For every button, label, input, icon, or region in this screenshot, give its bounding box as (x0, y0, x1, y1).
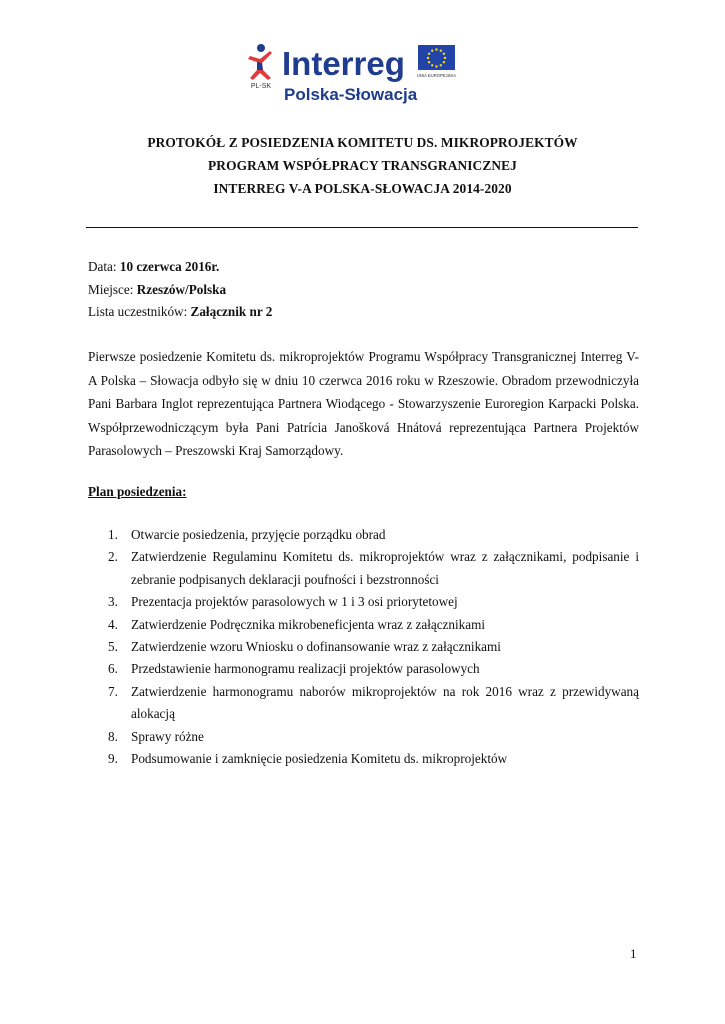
agenda-item (88, 726, 639, 748)
meta-date-label: Data: (88, 259, 120, 274)
person-figure-icon (248, 44, 272, 80)
logo-region-text: Polska-Słowacja (284, 85, 418, 104)
agenda-item-text: Podsumowanie i zamknięcie posiedzenia Komitetu ds. mikroprojektów (131, 751, 508, 767)
plan-heading: Plan posiedzenia: (88, 484, 187, 499)
document-title-line-2: PROGRAM WSPÓŁPRACY TRANSGRANICZNEJ (208, 158, 517, 173)
interreg-logo (244, 42, 460, 104)
agenda-item-text: Otwarcie posiedzenia, przyjęcie porządku obrad (131, 527, 386, 542)
eu-flag-label: UNIA EUROPEJSKA (416, 73, 457, 78)
agenda-item (88, 524, 639, 546)
meta-participants-value: Załącznik nr 2 (190, 304, 273, 319)
meta-date (88, 259, 219, 275)
meta-participants-label: Lista uczestników: (88, 304, 191, 319)
agenda-item-number: 6. (108, 661, 118, 677)
intro-paragraph: Pierwsze posiedzenie Komitetu ds. mikroprojektów Programu Współpracy Transgranicznej Interreg V-A Polska – Słowacja odbyło się w dniu 10 czerwca 2016 roku w Rzeszowie. Obradom przewodniczyła Pani Barbara Inglot reprezentująca Partnera Wiodącego - Stowarzyszenie Euroregion Karpacki Polska. Współprzewodniczącym była Pani Patrícia Janošková Hnátová reprezentująca Partnera Projektów Parasolowych – Preszowski Kraj Samorządowy. (88, 349, 639, 459)
agenda-item (88, 591, 639, 613)
eu-flag-icon (418, 45, 455, 70)
agenda-item (88, 614, 639, 636)
page-number: 1 (630, 946, 637, 961)
meta-date-value: 10 czerwca 2016r. (119, 259, 220, 274)
document-title-line-1: PROTOKÓŁ Z POSIEDZENIA KOMITETU DS. MIKROPROJEKTÓW (147, 135, 578, 150)
logo-brand-text: Interreg (282, 45, 405, 82)
agenda-item-number: 9. (108, 751, 118, 767)
agenda-item-text: Zatwierdzenie Regulaminu Komitetu ds. mikroprojektów wraz z załącznikami, podpisanie i zebranie podpisanych deklaracji poufności i bezstronności (131, 549, 639, 587)
agenda-list (88, 524, 639, 770)
agenda-item-number: 3. (108, 594, 118, 610)
agenda-item-number: 8. (108, 728, 118, 744)
document-title-line-3: INTERREG V-A POLSKA-SŁOWACJA 2014-2020 (213, 181, 512, 196)
agenda-item (88, 546, 639, 591)
agenda-item (88, 748, 639, 770)
logo-badge-text: PL-SK (250, 83, 272, 90)
agenda-item (88, 681, 639, 726)
agenda-item-number: 1. (108, 527, 118, 542)
agenda-item-text: Sprawy różne (131, 728, 204, 744)
agenda-item (88, 636, 639, 658)
agenda-item-text: Prezentacja projektów parasolowych w 1 i 3 osi priorytetowej (131, 594, 458, 610)
agenda-item-text: Zatwierdzenie harmonogramu naborów mikroprojektów na rok 2016 wraz z przewidywaną alokacją (131, 683, 639, 722)
agenda-item-number: 5. (108, 639, 118, 655)
agenda-item-text: Zatwierdzenie Podręcznika mikrobeneficjenta wraz z załącznikami (131, 616, 486, 632)
title-divider (86, 227, 638, 228)
agenda-item-text: Przedstawienie harmonogramu realizacji projektów parasolowych (131, 661, 480, 677)
agenda-item-number: 2. (108, 549, 118, 565)
meta-place (88, 282, 226, 298)
agenda-item-text: Zatwierdzenie wzoru Wniosku o dofinansowanie wraz z załącznikami (131, 639, 501, 655)
agenda-item (88, 658, 639, 680)
interreg-logo-graphic (244, 42, 460, 104)
meta-place-label: Miejsce: (88, 282, 137, 297)
meta-participants (88, 304, 272, 320)
agenda-item-number: 7. (108, 683, 118, 699)
agenda-item-number: 4. (108, 616, 118, 632)
meta-place-value: Rzeszów/Polska (136, 282, 227, 297)
